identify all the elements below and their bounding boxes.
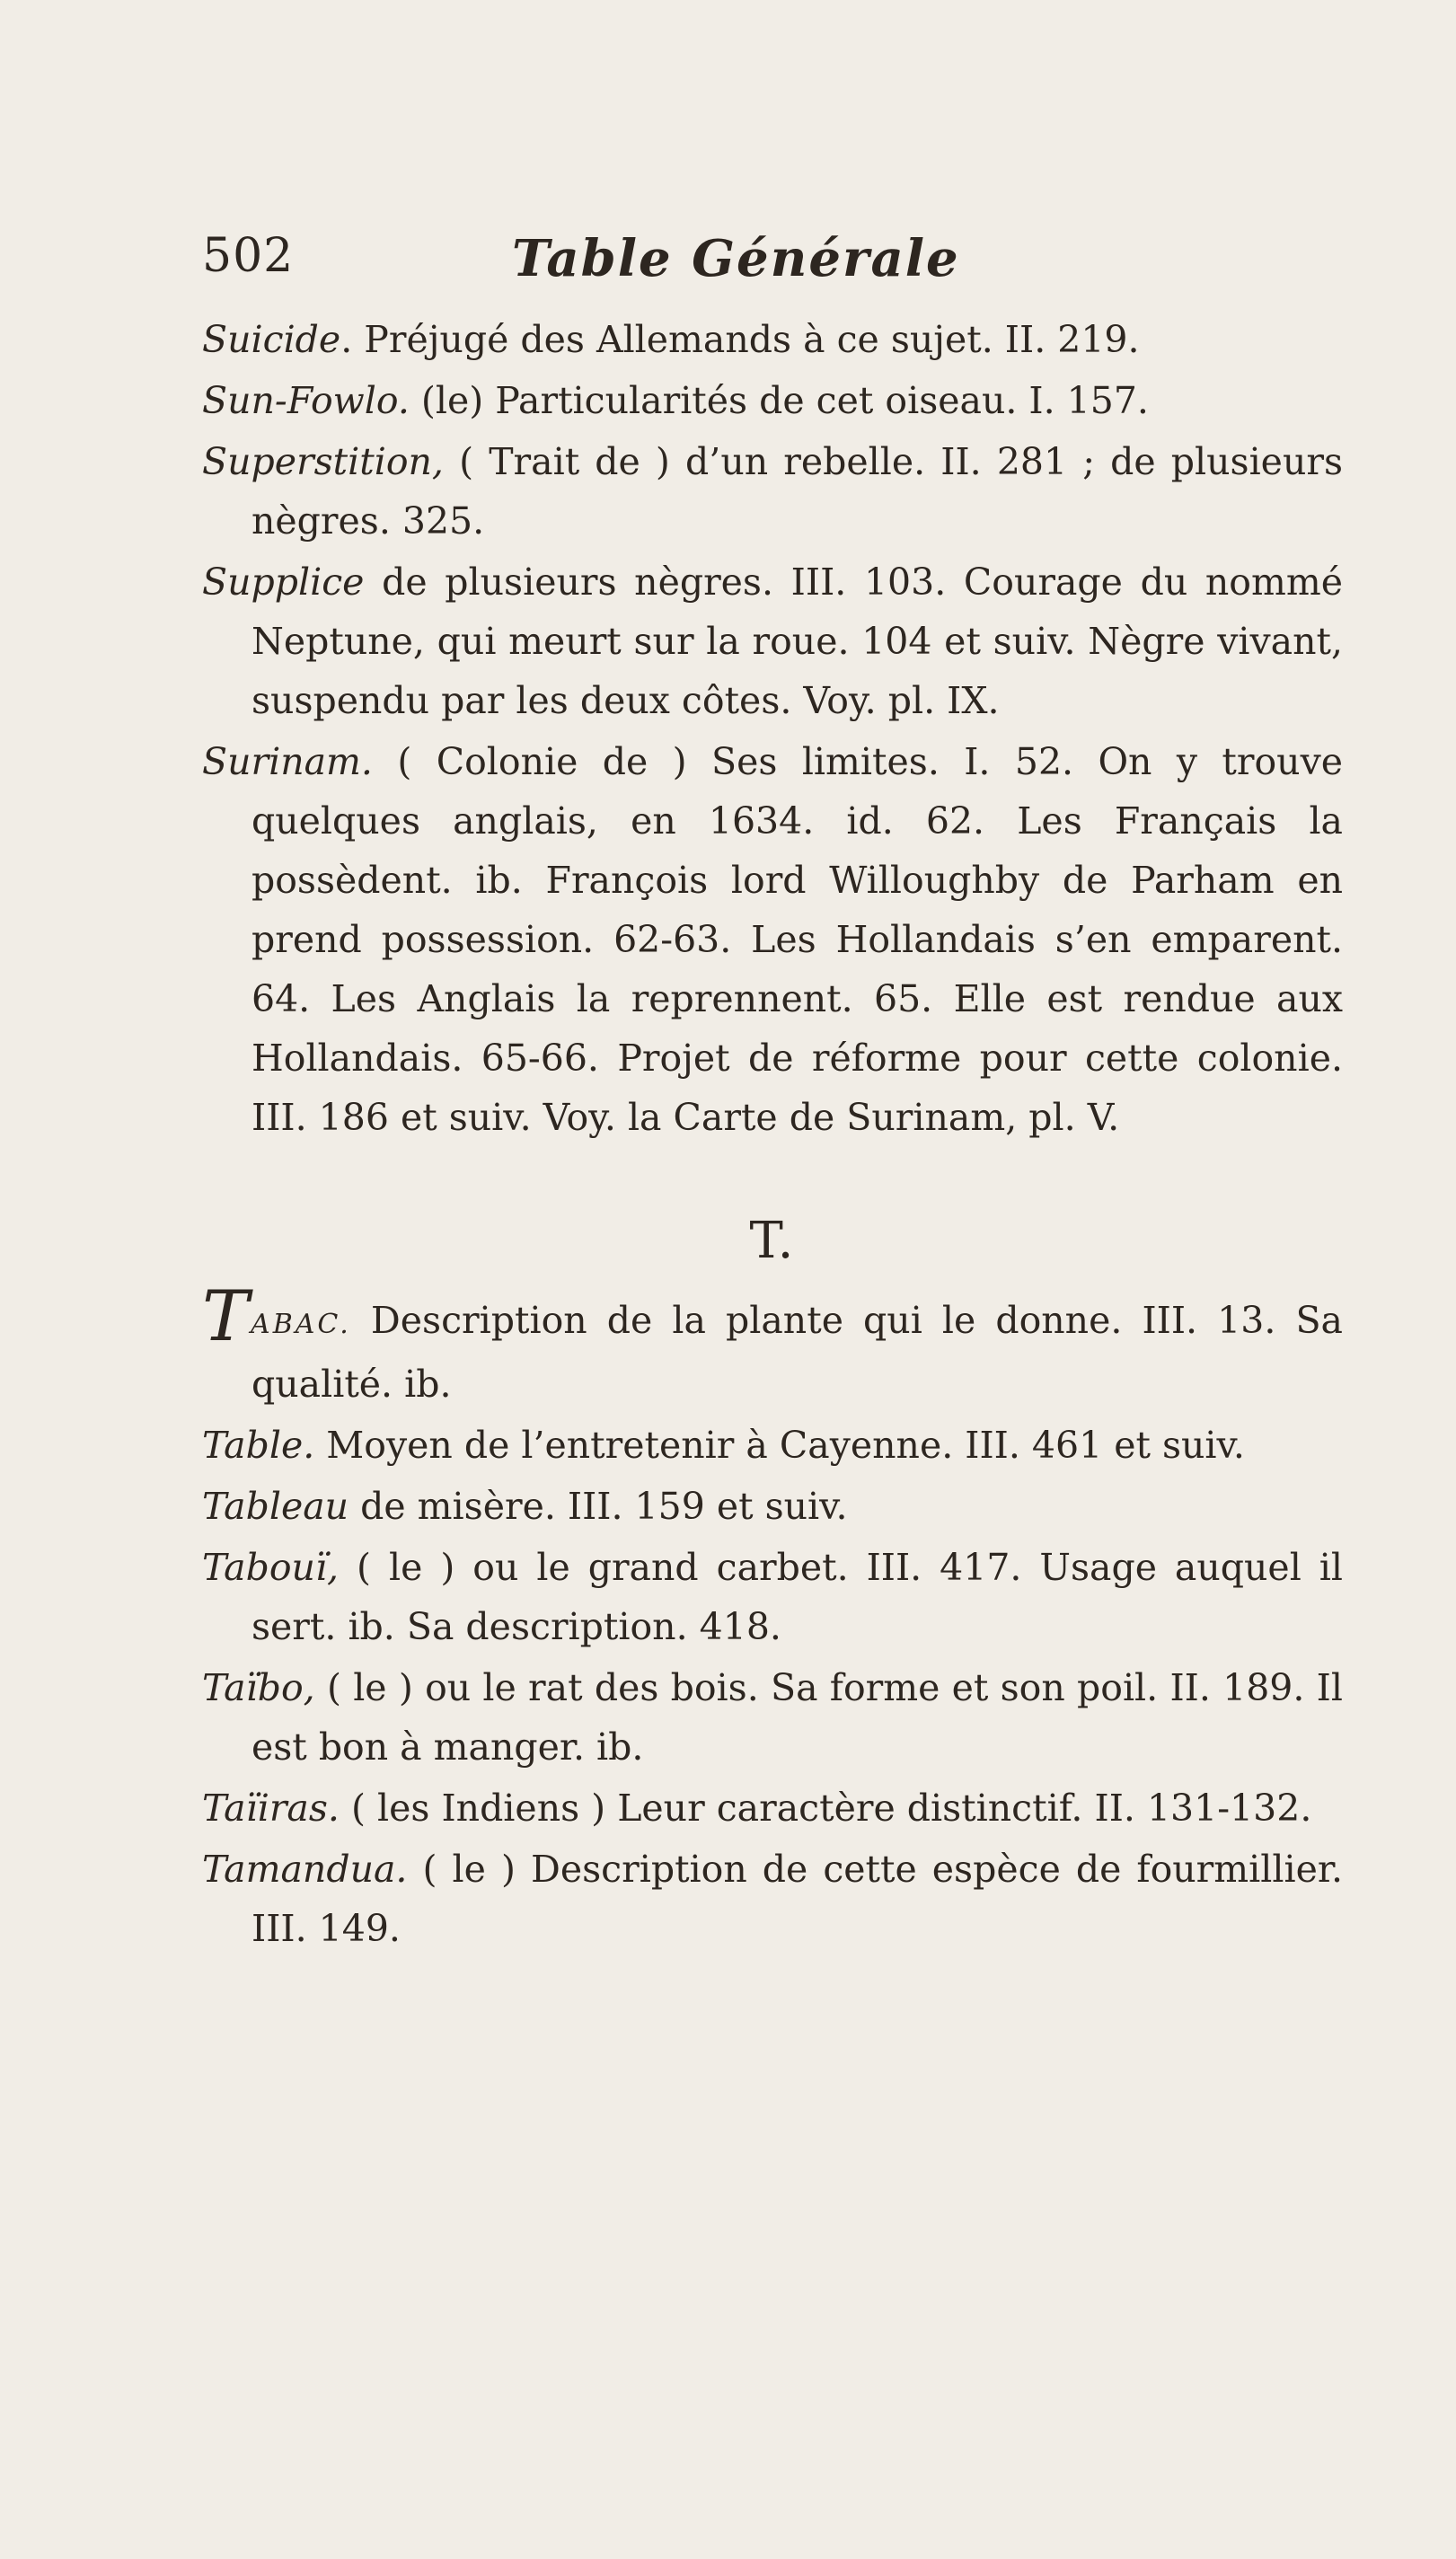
entry-text: de plusieurs nègres. III. 103. Courage du nommé Neptune, qui meurt sur la roue. 104 et suiv. Nègre vivant, suspendu par les deux côtes. Voy. pl. IX.: [251, 560, 1343, 722]
entry-term: Supplice: [202, 560, 365, 604]
entry-text: ( le ) Description de cette espèce de fourmillier. III. 149.: [251, 1848, 1343, 1950]
entry-text: Moyen de l’entretenir à Cayenne. III. 461 et suiv.: [314, 1424, 1245, 1467]
running-title: Table Générale: [512, 229, 960, 288]
index-entry: [202, 1416, 1343, 1475]
index-entries: [202, 310, 1343, 1960]
index-entry: [202, 1840, 1343, 1958]
section-letter: T.: [749, 1212, 796, 1270]
index-entry: [202, 371, 1343, 430]
entry-text: . Préjugé des Allemands à ce sujet. II. 219.: [340, 318, 1140, 361]
index-entry: [202, 432, 1343, 551]
entry-term: Surinam.: [202, 740, 373, 783]
index-entry: [202, 732, 1343, 1147]
index-entry: [202, 310, 1343, 369]
entry-term: Tamandua.: [202, 1848, 408, 1891]
drop-cap: T: [202, 1276, 250, 1357]
entry-text: ( le ) ou le rat des bois. Sa forme et son poil. II. 189. Il est bon à manger. ib.: [251, 1666, 1343, 1769]
entry-term-smallcaps: ABAC.: [251, 1309, 351, 1340]
index-entry: [202, 552, 1343, 730]
page-number: 502: [202, 229, 295, 283]
index-entry: [202, 1477, 1343, 1536]
entry-term: Suicide: [202, 318, 341, 361]
entry-term: Superstition,: [202, 440, 444, 483]
entry-term: Tabouï,: [202, 1546, 340, 1589]
entry-text: (le) Particularités de cet oiseau. I. 157.: [409, 379, 1149, 422]
entry-text: ( le ) ou le grand carbet. III. 417. Usage auquel il sert. ib. Sa description. 418.: [251, 1546, 1343, 1648]
entry-text: ( Trait de ) d’un rebelle. II. 281 ; de plusieurs nègres. 325.: [251, 440, 1343, 543]
entry-term: Sun-Fowlo.: [202, 379, 410, 422]
entry-term: Taïiras.: [202, 1787, 340, 1830]
entry-text: ( Colonie de ) Ses limites. I. 52. On y trouve quelques anglais, en 1634. id. 62. Les Français la possèdent. ib. François lord Willoughby de Parham en prend possession. 62-63. Les Hollandais s’en emparent. 64. Les Anglais la reprennent. 65. Elle est rendue aux Hollandais. 65-66. Projet de réforme pour cette colonie. III. 186 et suiv. Voy. la Carte de Surinam, pl. V.: [251, 740, 1343, 1139]
index-entry-first: [202, 1276, 1343, 1414]
entry-text: de misère. III. 159 et suiv.: [349, 1485, 848, 1528]
entry-text: ( les Indiens ) Leur caractère distinctif. II. 131-132.: [339, 1787, 1312, 1830]
index-entry: [202, 1658, 1343, 1777]
entry-term: Table.: [202, 1424, 315, 1467]
entry-term: Tableau: [202, 1485, 349, 1528]
entry-term: Taïbo,: [202, 1666, 315, 1709]
page-header: [202, 229, 1343, 301]
entry-text: Description de la plante qui le donne. III. 13. Sa qualité. ib.: [251, 1299, 1343, 1406]
index-entry: [202, 1538, 1343, 1656]
index-entry: [202, 1778, 1343, 1838]
